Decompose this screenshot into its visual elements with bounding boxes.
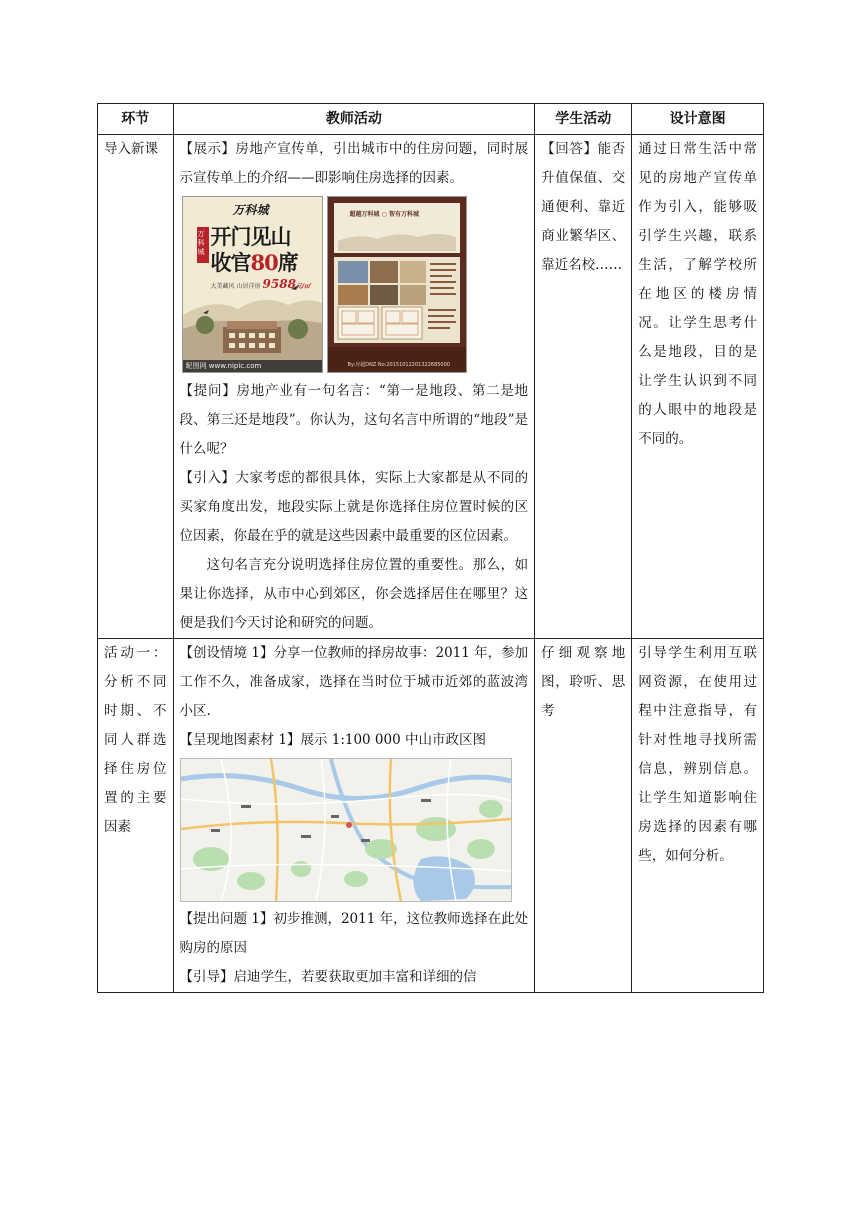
teacher-cell bbox=[173, 639, 535, 993]
flyer-front-image bbox=[182, 196, 323, 373]
table-row bbox=[98, 135, 764, 639]
flyer-back-image bbox=[327, 196, 467, 373]
zhongshan-map-image bbox=[180, 758, 512, 902]
teacher-paragraph: 【呈现地图素材 1】展示 1:100 000 中山市政区图 bbox=[179, 732, 486, 748]
teacher-paragraph: 【展示】房地产宣传单，引出城市中的住房问题，同时展示宣传单上的介绍——即影响住房选择的因素。 bbox=[179, 141, 529, 186]
design-text: 引导学生利用互联网资源，在使用过程中注意指导，有针对性地寻找所需信息，辨别信息。让学生知道影响住房选择的因素有哪些，如何分析。 bbox=[638, 645, 757, 864]
header-row bbox=[98, 104, 764, 135]
header-student: 学生活动 bbox=[535, 104, 632, 135]
flyer-title-line1: 开门见山 bbox=[210, 224, 291, 249]
stage-cell: 导入新课 bbox=[98, 135, 174, 639]
design-cell bbox=[632, 639, 764, 993]
student-text: 【回答】能否升值保值、交通便利、靠近商业繁华区、靠近名校…… bbox=[541, 141, 626, 273]
teacher-paragraph: 【提出问题 1】初步推测，2011 年，这位教师选择在此处购房的原因 bbox=[179, 911, 529, 956]
header-stage: 环节 bbox=[98, 104, 174, 135]
flyer-title-line2: 收官80席 bbox=[210, 250, 298, 275]
teacher-paragraph: 这句名言充分说明选择住房位置的重要性。那么，如果让你选择，从市中心到郊区，你会选择居住在哪里？这便是我们今天讨论和研究的问题。 bbox=[179, 557, 529, 631]
header-teacher: 教师活动 bbox=[173, 104, 535, 135]
flyer-watermark: 昵图网 www.nipic.com bbox=[185, 362, 262, 370]
stage-cell: 活动一：分析不同时期、不同人群选择住房位置的主要因素 bbox=[98, 639, 174, 993]
student-cell bbox=[535, 639, 632, 993]
student-text: 仔细观察地图，聆听、思考 bbox=[541, 645, 626, 719]
teacher-paragraph: 【引导】启迪学生，若要获取更加丰富和详细的信 bbox=[179, 969, 477, 985]
design-cell bbox=[632, 135, 764, 639]
table-row bbox=[98, 639, 764, 993]
header-design: 设计意图 bbox=[632, 104, 764, 135]
flyer2-heading: 超越万科城 ○ 智有万科城 bbox=[349, 211, 419, 218]
teacher-paragraph: 【引入】大家考虑的都很具体，实际上大家都是从不同的买家角度出发，地段实际上就是你选择住房位置时候的区位因素，你最在乎的就是这些因素中最重要的区位因素。 bbox=[179, 470, 529, 544]
flyer-tag: 万科城 bbox=[197, 230, 205, 256]
real-estate-flyers bbox=[182, 196, 529, 373]
flyer2-watermark: By:应超DNZ No:20151012201322685000 bbox=[347, 362, 450, 368]
teacher-paragraph: 【创设情境 1】分享一位教师的择房故事：2011 年，参加工作不久，准备成家，选择在当时位于城市近郊的蓝波湾小区. bbox=[179, 645, 529, 719]
flyer-brand: 万科城 bbox=[232, 203, 269, 217]
student-cell bbox=[535, 135, 632, 639]
lesson-plan-table bbox=[97, 103, 764, 993]
flyer-price: 9588元/㎡ bbox=[262, 277, 311, 291]
teacher-paragraph: 【提问】房地产业有一句名言：“第一是地段、第二是地段、第三还是地段”。你认为，这句名言中所谓的“地段”是什么呢？ bbox=[179, 383, 529, 457]
teacher-cell bbox=[173, 135, 535, 639]
flyer-subtitle: 大美藏风 山居洋房 bbox=[210, 283, 261, 290]
design-text: 通过日常生活中常见的房地产宣传单作为引入，能够吸引学生兴趣，联系生活，了解学校所在地区的楼房情况。让学生思考什么是地段，目的是让学生认识到不同的人眼中的地段是不同的。 bbox=[638, 141, 757, 447]
